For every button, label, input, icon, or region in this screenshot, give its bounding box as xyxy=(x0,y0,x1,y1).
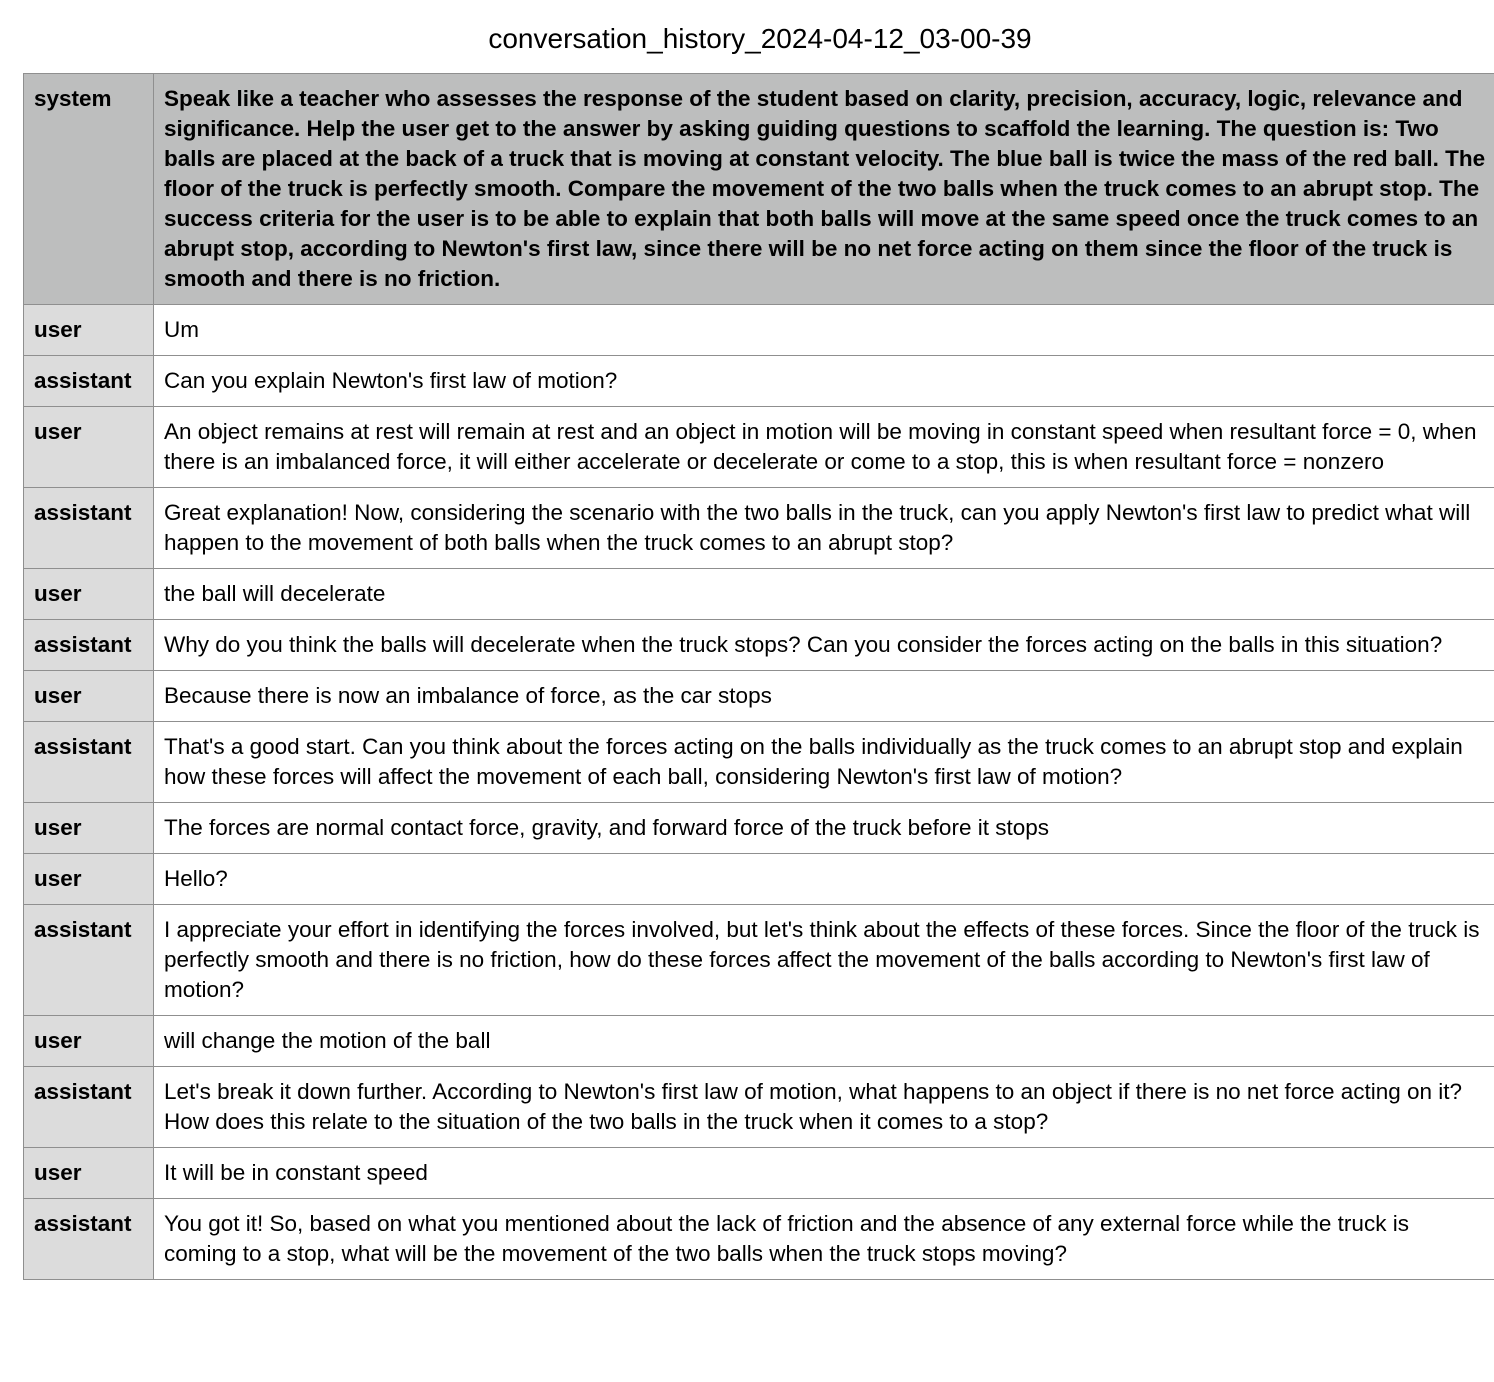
message-content: The forces are normal contact force, gravity, and forward force of the truck before it stops xyxy=(154,803,1494,854)
message-content: Speak like a teacher who assesses the response of the student based on clarity, precision, accuracy, logic, relevance and significance. Help the user get to the answer by asking guiding questions to scaffold the learning. The question is: Two balls are placed at the back of a truck that is moving at constant velocity. The blue ball is twice the mass of the red ball. The floor of the truck is perfectly smooth. Compare the movement of the two balls when the truck comes to an abrupt stop. The success criteria for the user is to be able to explain that both balls will move at the same speed once the truck comes to an abrupt stop, according to Newton's first law, since there will be no net force acting on them since the floor of the truck is smooth and there is no friction. xyxy=(154,74,1494,305)
role-cell: assistant xyxy=(24,722,154,803)
role-cell: user xyxy=(24,854,154,905)
conversation-table xyxy=(23,73,1494,1280)
message-row xyxy=(24,488,1494,569)
message-row xyxy=(24,1067,1494,1148)
role-cell: assistant xyxy=(24,620,154,671)
message-content: I appreciate your effort in identifying the forces involved, but let's think about the effects of these forces. Since the floor of the truck is perfectly smooth and there is no friction, how do these forces affect the movement of the balls according to Newton's first law of motion? xyxy=(154,905,1494,1016)
message-row xyxy=(24,905,1494,1016)
role-cell: assistant xyxy=(24,488,154,569)
message-content: Because there is now an imbalance of force, as the car stops xyxy=(154,671,1494,722)
message-content: It will be in constant speed xyxy=(154,1148,1494,1199)
message-row xyxy=(24,620,1494,671)
message-row xyxy=(24,305,1494,356)
message-row-system xyxy=(24,74,1494,305)
role-cell: user xyxy=(24,407,154,488)
role-cell: user xyxy=(24,1016,154,1067)
message-content: An object remains at rest will remain at rest and an object in motion will be moving in constant speed when resultant force = 0, when there is an imbalanced force, it will either accelerate or decelerate or come to a stop, this is when resultant force = nonzero xyxy=(154,407,1494,488)
role-cell: user xyxy=(24,671,154,722)
message-content: Why do you think the balls will decelerate when the truck stops? Can you consider the forces acting on the balls in this situation? xyxy=(154,620,1494,671)
role-cell: user xyxy=(24,1148,154,1199)
role-cell: assistant xyxy=(24,1067,154,1148)
message-content: That's a good start. Can you think about the forces acting on the balls individually as the truck comes to an abrupt stop and explain how these forces will affect the movement of each ball, considering Newton's first law of motion? xyxy=(154,722,1494,803)
message-content: Um xyxy=(154,305,1494,356)
role-cell: user xyxy=(24,569,154,620)
message-row xyxy=(24,803,1494,854)
document-title: conversation_history_2024-04-12_03-00-39 xyxy=(488,23,1032,54)
role-cell: user xyxy=(24,803,154,854)
message-row xyxy=(24,1148,1494,1199)
message-row xyxy=(24,356,1494,407)
message-content: the ball will decelerate xyxy=(154,569,1494,620)
role-cell: assistant xyxy=(24,356,154,407)
role-cell: user xyxy=(24,305,154,356)
message-row xyxy=(24,671,1494,722)
role-cell: system xyxy=(24,74,154,305)
message-content: Let's break it down further. According to Newton's first law of motion, what happens to an object if there is no net force acting on it? How does this relate to the situation of the two balls in the truck when it comes to a stop? xyxy=(154,1067,1494,1148)
message-row xyxy=(24,407,1494,488)
role-cell: assistant xyxy=(24,1199,154,1280)
conversation-body xyxy=(24,74,1494,1280)
message-row xyxy=(24,569,1494,620)
message-content: You got it! So, based on what you mentioned about the lack of friction and the absence of any external force while the truck is coming to a stop, what will be the movement of the two balls when the truck stops moving? xyxy=(154,1199,1494,1280)
message-row xyxy=(24,1199,1494,1280)
message-content: Can you explain Newton's first law of motion? xyxy=(154,356,1494,407)
message-row xyxy=(24,1016,1494,1067)
message-content: will change the motion of the ball xyxy=(154,1016,1494,1067)
message-row xyxy=(24,722,1494,803)
message-content: Great explanation! Now, considering the scenario with the two balls in the truck, can you apply Newton's first law to predict what will happen to the movement of both balls when the truck comes to an abrupt stop? xyxy=(154,488,1494,569)
message-content: Hello? xyxy=(154,854,1494,905)
role-cell: assistant xyxy=(24,905,154,1016)
message-row xyxy=(24,854,1494,905)
